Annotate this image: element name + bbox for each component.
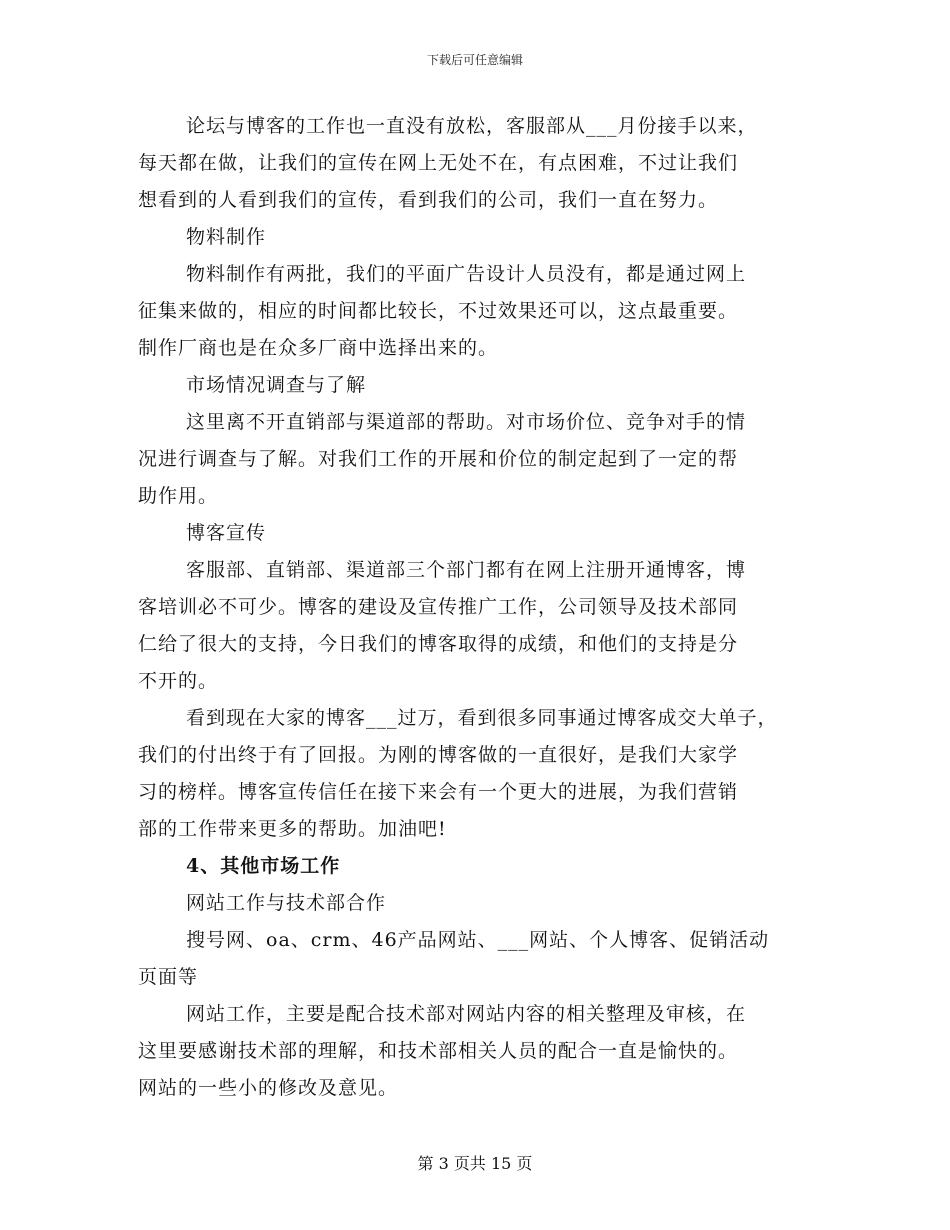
text-line: 网站的一些小的修改及意见。	[138, 1077, 399, 1099]
text-line: 不开的。	[138, 670, 219, 692]
text-line: 习的榜样。博客宣传信任在接下来会有一个更大的进展，为我们营销	[138, 781, 739, 803]
text-line: 我们的付出终于有了回报。为刚的博客做的一直很好，是我们大家学	[138, 744, 739, 766]
text-line: 征集来做的，相应的时间都比较长，不过效果还可以，这点最重要。	[138, 300, 739, 322]
text-line: 仁给了很大的支持，今日我们的博客取得的成绩，和他们的支持是分	[138, 633, 739, 655]
text-line: 每天都在做，让我们的宣传在网上无处不在，有点困难，不过让我们	[138, 152, 739, 174]
text-line: 客服部、直销部、渠道部三个部门都有在网上注册开通博客，博	[186, 559, 747, 581]
text-line: 页面等	[138, 966, 199, 988]
text-line: 物料制作	[186, 226, 267, 248]
text-line: 博客宣传	[186, 522, 267, 544]
text-line: 客培训必不可少。博客的建设及宣传推广工作，公司领导及技术部同	[138, 596, 739, 618]
text-line: 网站工作，主要是配合技术部对网站内容的相关整理及审核，在	[186, 1003, 747, 1025]
text-line: 想看到的人看到我们的宣传，看到我们的公司，我们一直在努力。	[138, 189, 719, 211]
text-line: 这里离不开直销部与渠道部的帮助。对市场价位、竞争对手的情	[186, 411, 747, 433]
text-line: 况进行调查与了解。对我们工作的开展和价位的制定起到了一定的帮	[138, 448, 739, 470]
text-line: 物料制作有两批，我们的平面广告设计人员没有，都是通过网上	[186, 263, 747, 285]
text-line: 这里要感谢技术部的理解，和技术部相关人员的配合一直是愉快的。	[138, 1040, 739, 1062]
text-line: 论坛与博客的工作也一直没有放松，客服部从___月份接手以来，	[186, 115, 758, 137]
text-line: 网站工作与技术部合作	[186, 892, 387, 914]
document-body	[138, 108, 818, 1107]
text-line: 看到现在大家的博客___过万，看到很多同事通过博客成交大单子，	[186, 707, 778, 729]
text-line: 助作用。	[138, 485, 219, 507]
page-number: 第 3 页共 15 页	[417, 1154, 533, 1173]
text-line: 市场情况调查与了解	[186, 374, 367, 396]
text-line: 部的工作带来更多的帮助。加油吧!	[138, 818, 447, 840]
page-header: 下载后可任意编辑	[426, 53, 523, 67]
section-heading: 4、其他市场工作	[186, 855, 341, 877]
text-line: 搜号网、oa、crm、46产品网站、___网站、个人博客、促销活动	[186, 929, 770, 951]
text-line: 制作厂商也是在众多厂商中选择出来的。	[138, 337, 499, 359]
